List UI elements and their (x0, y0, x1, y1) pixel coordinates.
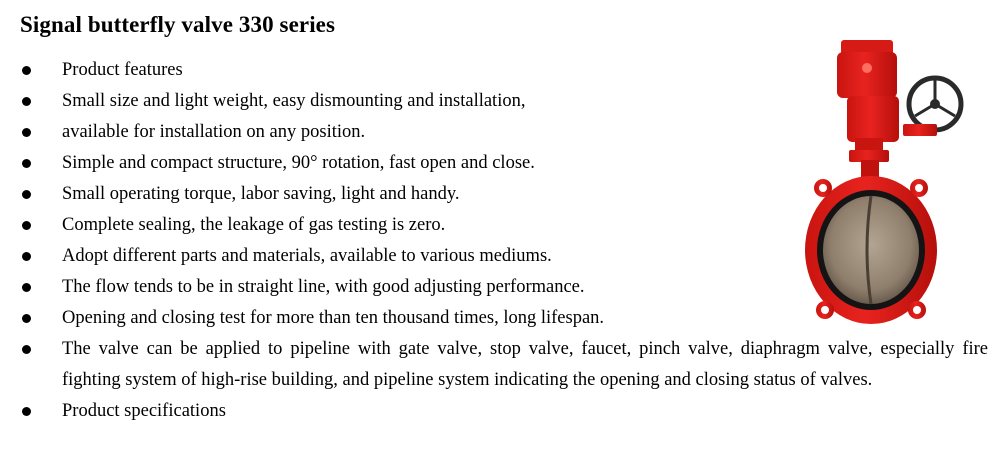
bullet-icon (22, 66, 31, 75)
butterfly-valve-image (803, 38, 969, 324)
list-item-text: Product features (62, 60, 183, 80)
bullet-icon (22, 159, 31, 168)
list-item-text: Small operating torque, labor saving, light and handy. (62, 184, 460, 204)
actuator-box (837, 40, 899, 162)
bullet-icon (22, 283, 31, 292)
bullet-icon (22, 97, 31, 106)
page-title: Signal butterfly valve 330 series (20, 12, 336, 37)
bullet-icon (22, 345, 31, 354)
bullet-icon (22, 252, 31, 261)
list-item-text: available for installation on any position. (62, 122, 366, 142)
list-item-text: The valve can be applied to pipeline with gate valve, stop valve, faucet, pinch valve, diaphragm valve, especially fire fighting system of high-rise building, and pipeline system indicating the opening and closing status of valves. (62, 339, 988, 390)
list-item-text: Adopt different parts and materials, available to various mediums. (62, 246, 552, 266)
list-item-text: Opening and closing test for more than ten thousand times, long lifespan. (62, 308, 605, 328)
list-item-text: Simple and compact structure, 90° rotation, fast open and close. (62, 153, 535, 173)
bullet-icon (22, 190, 31, 199)
handwheel (903, 78, 961, 136)
valve-body (805, 176, 937, 324)
list-item-text: Complete sealing, the leakage of gas testing is zero. (62, 215, 446, 235)
bullet-icon (22, 314, 31, 323)
bullet-icon (22, 407, 31, 416)
bullet-icon (22, 128, 31, 137)
list-item-text: Small size and light weight, easy dismounting and installation, (62, 91, 526, 111)
list-item-text: The flow tends to be in straight line, with good adjusting performance. (62, 277, 585, 297)
list-item-text: Product specifications (62, 401, 226, 421)
bullet-icon (22, 221, 31, 230)
list-item (0, 396, 1001, 427)
list-item (0, 334, 988, 396)
